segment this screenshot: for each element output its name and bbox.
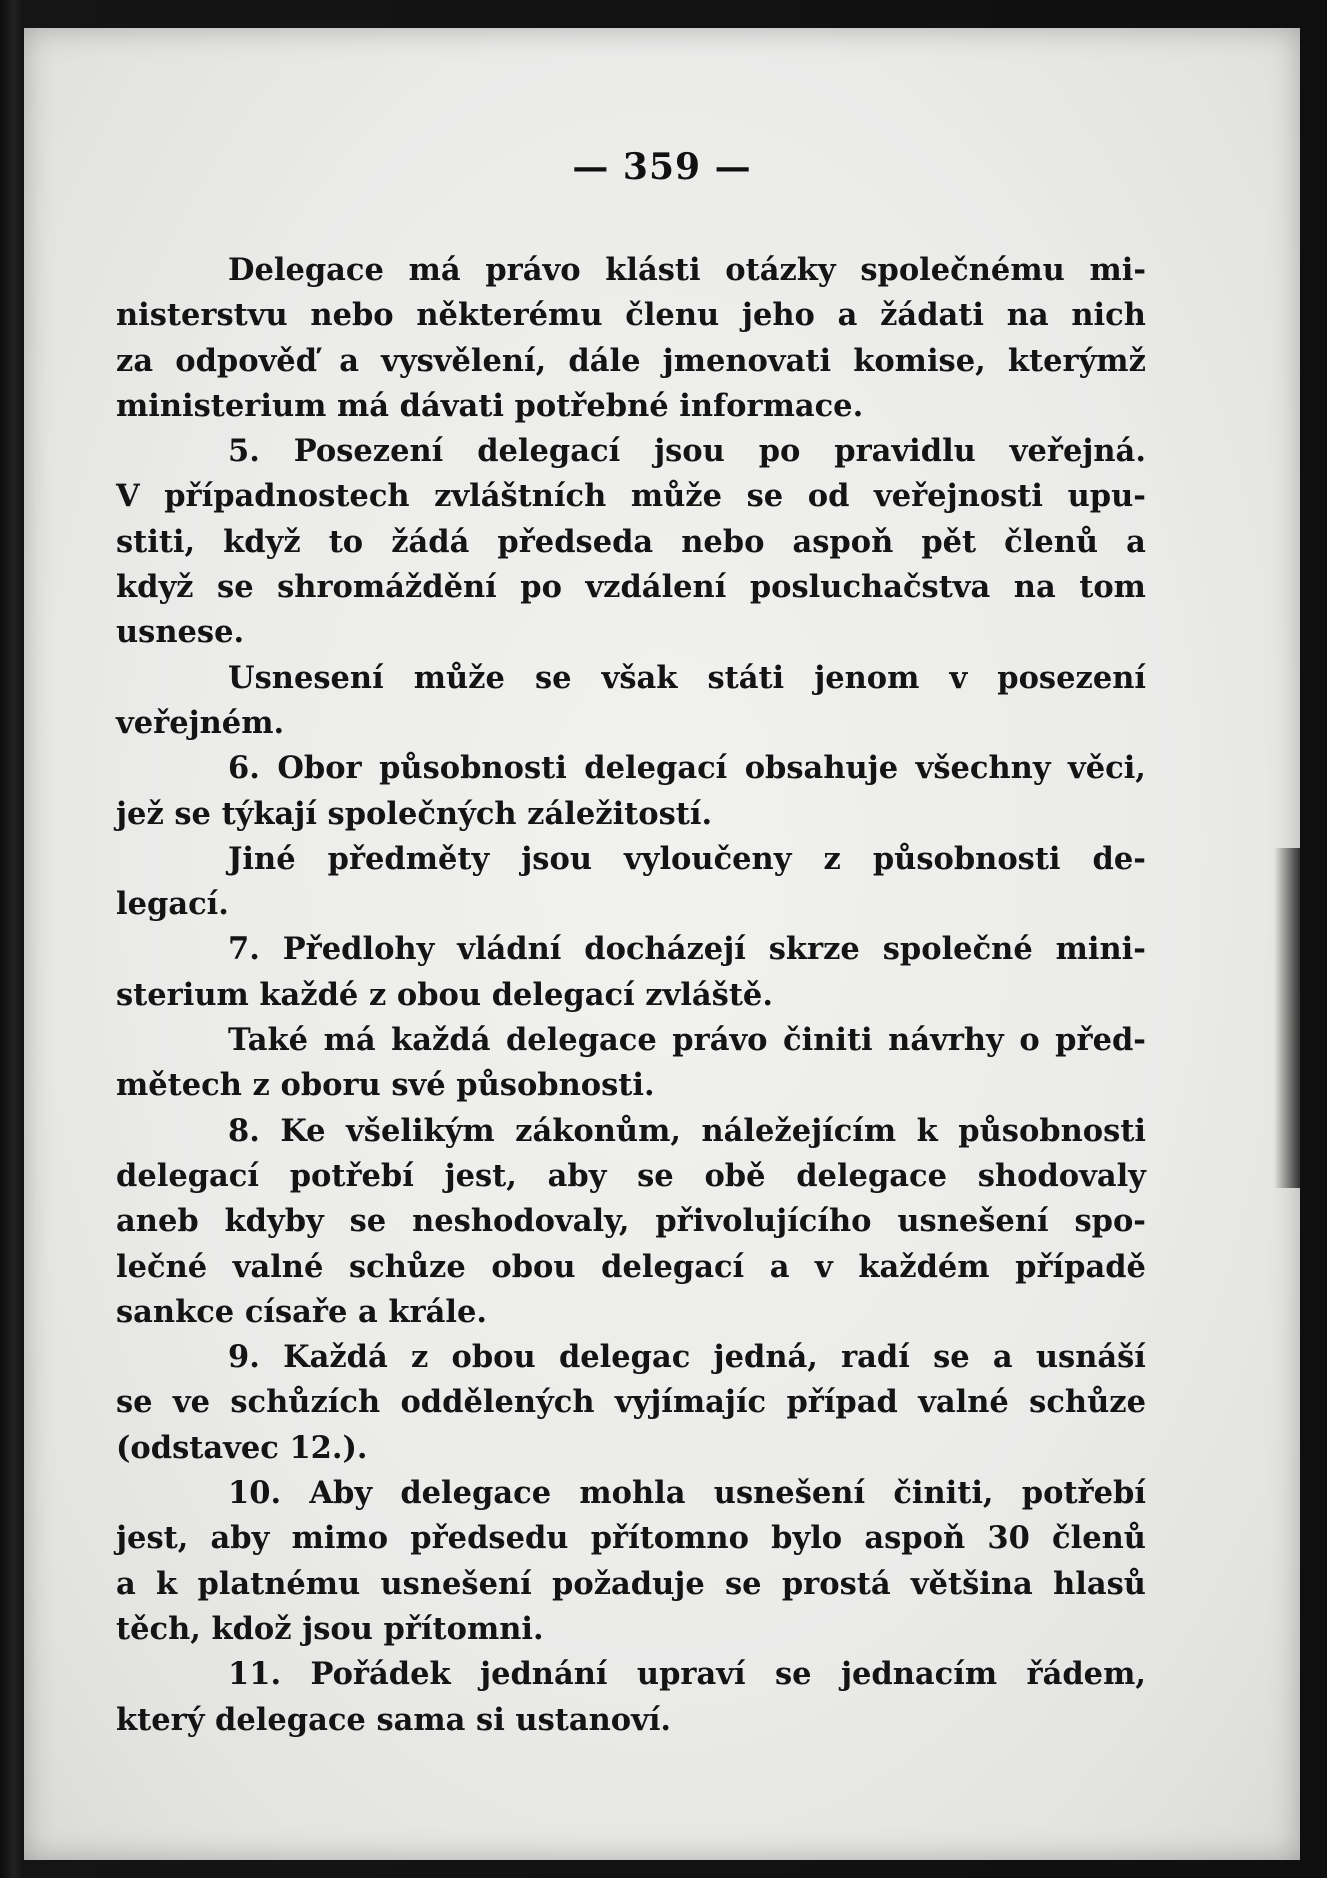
text-line: mětech z oboru své působnosti. (116, 1067, 655, 1104)
text-line: 9. Každá z obou delegac jedná, radí se a usnáší (228, 1339, 1146, 1376)
text-line: legací. (116, 886, 229, 923)
text-line: Usnesení může se však státi jenom v posezení (228, 659, 1146, 696)
text-line: 11. Pořádek jednání upraví se jednacím řádem, (228, 1656, 1146, 1693)
page-shadow (1274, 848, 1300, 1188)
text-line: za odpověď a vysvělení, dále jmenovati komise, kterýmž (116, 342, 1146, 379)
text-line: těch, kdož jsou přítomni. (116, 1610, 544, 1647)
text-line: jež se týkají společných záležitostí. (116, 795, 713, 832)
text-line: Jiné předměty jsou vyloučeny z působnosti de- (228, 840, 1146, 877)
text-line: aneb kdyby se neshodovaly, přivolujícího usnešení spo- (116, 1203, 1146, 1240)
text-line: 8. Ke všelikým zákonům, náležejícím k působnosti (228, 1112, 1146, 1149)
text-line: 5. Posezení delegací jsou po pravidlu veřejná. (228, 433, 1146, 470)
text-line: sterium každé z obou delegací zvláště. (116, 976, 773, 1013)
text-line: sankce císaře a krále. (116, 1293, 487, 1330)
text-line: usnese. (116, 614, 245, 651)
text-line: když se shromáždění po vzdálení posluchačstva na tom (116, 569, 1146, 606)
body-text (116, 248, 1146, 1743)
text-line: 10. Aby delegace mohla usnešení činiti, potřebí (228, 1475, 1146, 1512)
text-line: nisterstvu nebo některému členu jeho a žádati na nich (116, 297, 1146, 334)
text-line: jest, aby mimo předsedu přítomno bylo aspoň 30 členů (116, 1520, 1146, 1557)
text-line: Také má každá delegace právo činiti návrhy o před- (228, 1022, 1146, 1059)
text-line: delegací potřebí jest, aby se obě delegace shodovaly (116, 1157, 1146, 1194)
page-number: — 359 — (572, 146, 752, 188)
text-line: veřejném. (116, 704, 285, 741)
text-line: stiti, když to žádá předseda nebo aspoň pět členů a (116, 523, 1146, 560)
book-page (24, 28, 1300, 1860)
text-line: (odstavec 12.). (116, 1429, 368, 1466)
text-line: se ve schůzích oddělených vyjímajíc případ valné schůze (116, 1384, 1146, 1421)
text-line: ministerium má dávati potřebné informace. (116, 387, 864, 424)
text-line: Delegace má právo klásti otázky společnému mi- (228, 252, 1146, 288)
text-line: 6. Obor působnosti delegací obsahuje všechny věci, (228, 750, 1146, 787)
text-line: a k platnému usnešení požaduje se prostá většina hlasů (116, 1565, 1146, 1602)
text-line: 7. Předlohy vládní docházejí skrze společné mini- (228, 931, 1146, 968)
text-line: V případnostech zvláštních může se od veřejnosti upu- (116, 478, 1146, 515)
text-line: který delegace sama si ustanoví. (116, 1701, 672, 1738)
text-line: lečné valné schůze obou delegací a v každém případě (116, 1248, 1146, 1285)
